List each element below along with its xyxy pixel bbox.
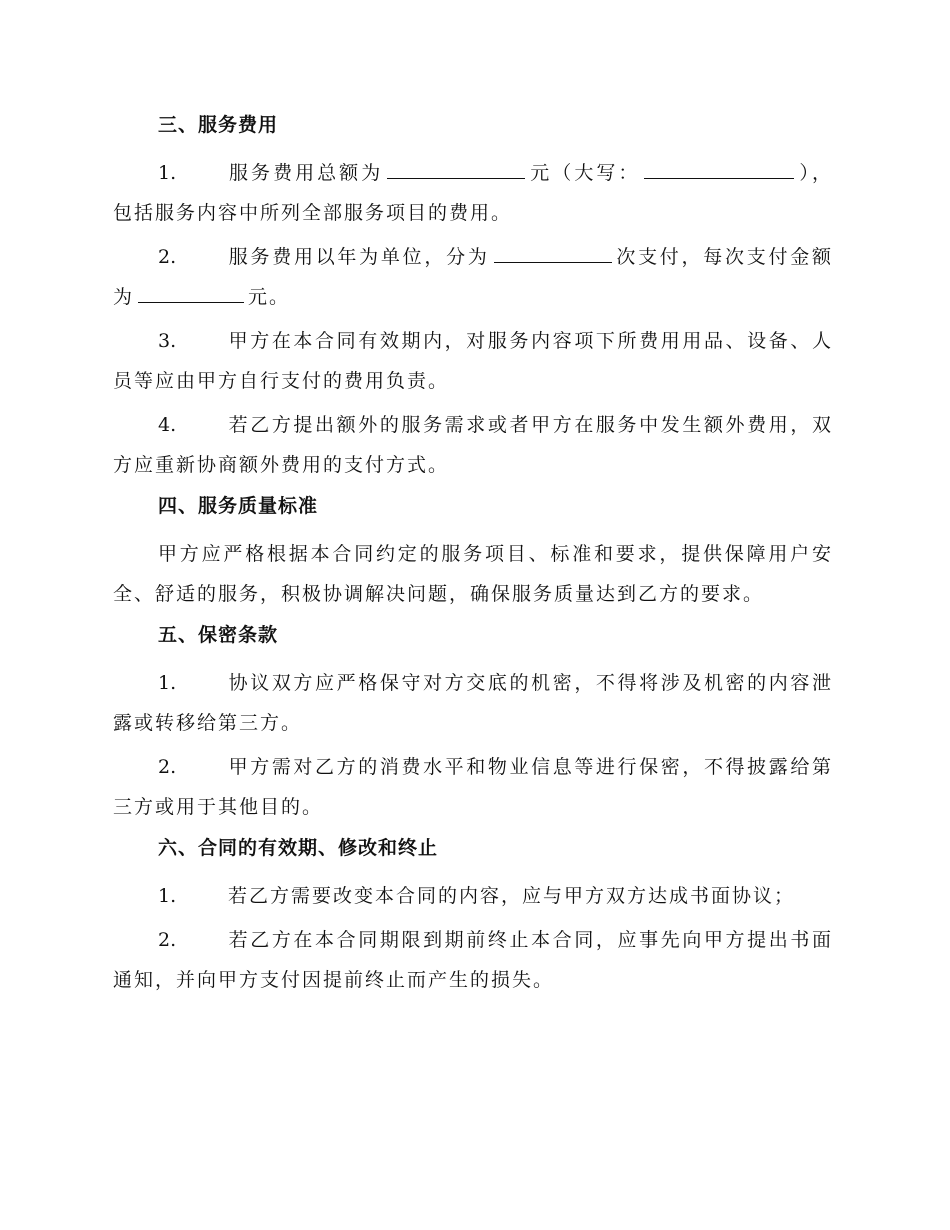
confidentiality-item-2 [113,747,833,827]
quality-paragraph: 甲方应严格根据本合同约定的服务项目、标准和要求，提供保障用户安全、舒适的服务，积极协调解决问题，确保服务质量达到乙方的要求。 [113,543,833,605]
item-text: 甲方在本合同有效期内，对服务内容项下所费用用品、设备、人员等应由甲方自行支付的费用负责。 [113,330,833,392]
fees-item-4 [113,405,833,485]
amount-blank [387,160,525,179]
payment-amount-blank [138,284,244,303]
document-page [113,108,833,1004]
item-text: 若乙方在本合同期限到期前终止本合同，应事先向甲方提出书面通知，并向甲方支付因提前终止而产生的损失。 [113,929,833,991]
item-number: 1. [158,672,177,694]
section-heading-quality: 四、服务质量标准 [158,495,319,517]
item-number: 2. [158,246,177,268]
item-text-part: 服务费用总额为 [228,162,384,184]
item-text-part: 服务费用以年为单位，分为 [228,246,490,268]
item-text: 若乙方需要改变本合同的内容，应与甲方双方达成书面协议； [228,885,796,907]
item-number: 3. [158,330,177,352]
fees-item-2 [113,237,833,317]
item-text: 协议双方应严格保守对方交底的机密，不得将涉及机密的内容泄露或转移给第三方。 [113,672,833,734]
amount-words-blank [644,160,794,179]
section-heading-term: 六、合同的有效期、修改和终止 [158,837,439,859]
item-text: 甲方需对乙方的消费水平和物业信息等进行保密，不得披露给第三方或用于其他目的。 [113,756,833,818]
section-heading-fees: 三、服务费用 [158,114,279,136]
item-number: 2. [158,929,177,951]
item-text-part: 次支付，每次支付金额为 [113,246,833,308]
term-item-1 [113,876,833,916]
fees-item-3 [113,321,833,401]
confidentiality-item-1 [113,663,833,743]
item-number: 1. [158,885,177,907]
section-heading-confidentiality: 五、保密条款 [158,624,279,646]
item-number: 4. [158,414,177,436]
item-text-part: ），包括服务内容中所列全部服务项目的费用。 [113,162,833,224]
item-number: 1. [158,162,177,184]
fees-item-1 [113,153,833,233]
term-item-2 [113,920,833,1000]
item-text-part: 元（大写： [529,162,641,184]
item-number: 2. [158,756,177,778]
item-text-part: 元。 [248,286,291,308]
payment-count-blank [494,244,612,263]
item-text: 若乙方提出额外的服务需求或者甲方在服务中发生额外费用，双方应重新协商额外费用的支付方式。 [113,414,833,476]
